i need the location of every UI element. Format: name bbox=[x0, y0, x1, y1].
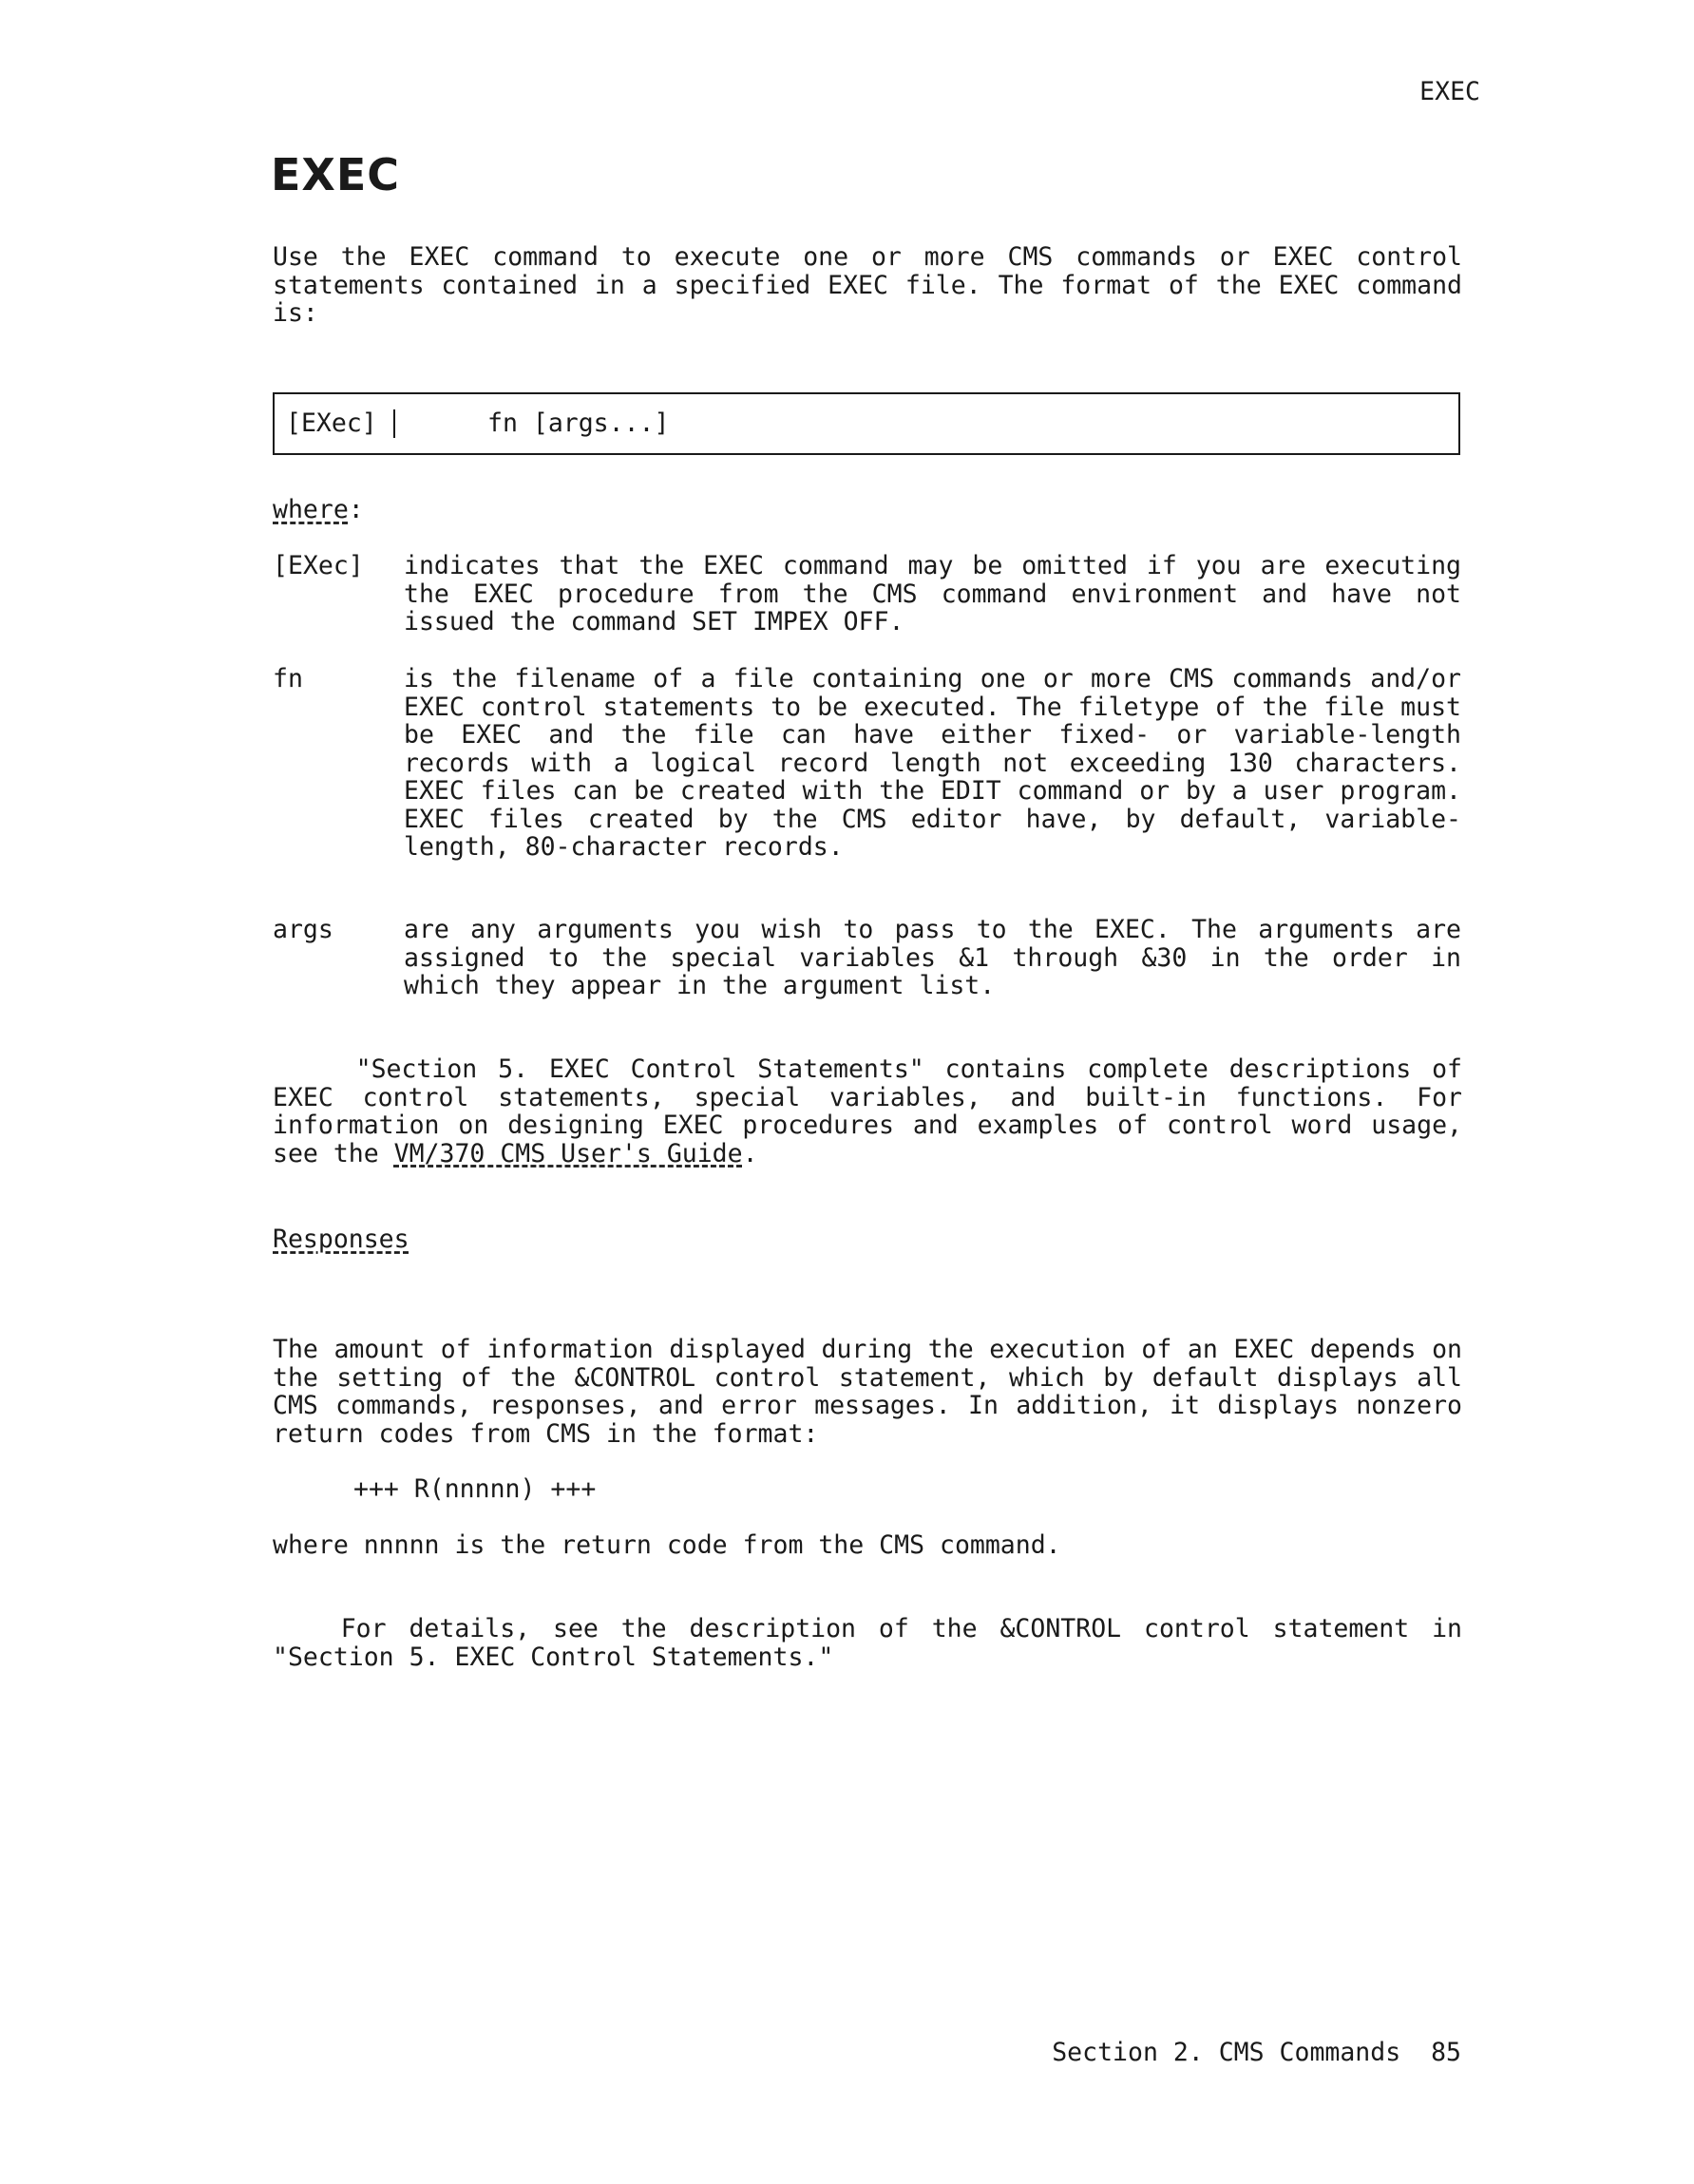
intro-paragraph: Use the EXEC command to execute one or more CMS commands or EXEC control statements contained in a specified EXEC file. The format of the EXEC command is: bbox=[273, 242, 1477, 328]
running-header: EXEC bbox=[1419, 77, 1480, 106]
details-paragraph: For details, see the description of the &CONTROL control statement in "Section 5. EXEC Control Statements." bbox=[273, 1614, 1477, 1672]
page-footer: Section 2. CMS Commands 85 bbox=[1052, 2038, 1461, 2067]
where-label bbox=[273, 496, 364, 524]
syntax-operands-cell: fn [args...] bbox=[487, 408, 670, 438]
where-colon: : bbox=[348, 495, 364, 524]
operand-term-args: args bbox=[273, 915, 333, 944]
where-word: where bbox=[273, 495, 349, 524]
operand-term-fn: fn bbox=[273, 664, 303, 693]
section-reference-paragraph bbox=[273, 1054, 1477, 1168]
operand-desc-exec: indicates that the EXEC command may be omitted if you are executing the EXEC procedure from the CMS command environment and have not issued the command SET IMPEX OFF. bbox=[404, 551, 1476, 636]
responses-paragraph: The amount of information displayed during the execution of an EXEC depends on the setting of the &CONTROL control statement, which by default displays all CMS commands, responses, and error messages. In addition, it displays nonzero return codes from CMS in the format: bbox=[273, 1335, 1477, 1449]
page-title: EXEC bbox=[271, 149, 401, 200]
syntax-box bbox=[273, 392, 1460, 455]
syntax-divider bbox=[393, 409, 395, 438]
syntax-command-cell: [EXec] bbox=[286, 408, 377, 438]
section-reference-text: "Section 5. EXEC Control Statements" contains complete descriptions of EXEC control statements, special variables, and built-in functions. For information on designing EXEC procedures and examples of control word usage, see the bbox=[273, 1054, 1477, 1168]
return-code-format: +++ R(nnnnn) +++ bbox=[353, 1474, 597, 1504]
section-reference-end: . bbox=[742, 1138, 758, 1168]
operand-desc-args: are any arguments you wish to pass to the EXEC. The arguments are assigned to the special variables &1 through &30 in the order in which they appear in the argument list. bbox=[404, 915, 1476, 1000]
return-code-note: where nnnnn is the return code from the CMS command. bbox=[273, 1530, 1061, 1560]
responses-heading: Responses bbox=[273, 1225, 409, 1254]
user-guide-title: VM/370 CMS User's Guide bbox=[393, 1138, 743, 1168]
operand-desc-fn: is the filename of a file containing one or more CMS commands and/or EXEC control statements to be executed. The filetype of the file must be EXEC and the file can have either fixed- or variable-length records with a logical record length not exceeding 130 characters. EXEC files can be created with the EDIT command or by a user program. EXEC files created by the CMS editor have, by default, variable-length, 80-character records. bbox=[404, 664, 1476, 862]
operand-term-exec: [EXec] bbox=[273, 551, 364, 580]
